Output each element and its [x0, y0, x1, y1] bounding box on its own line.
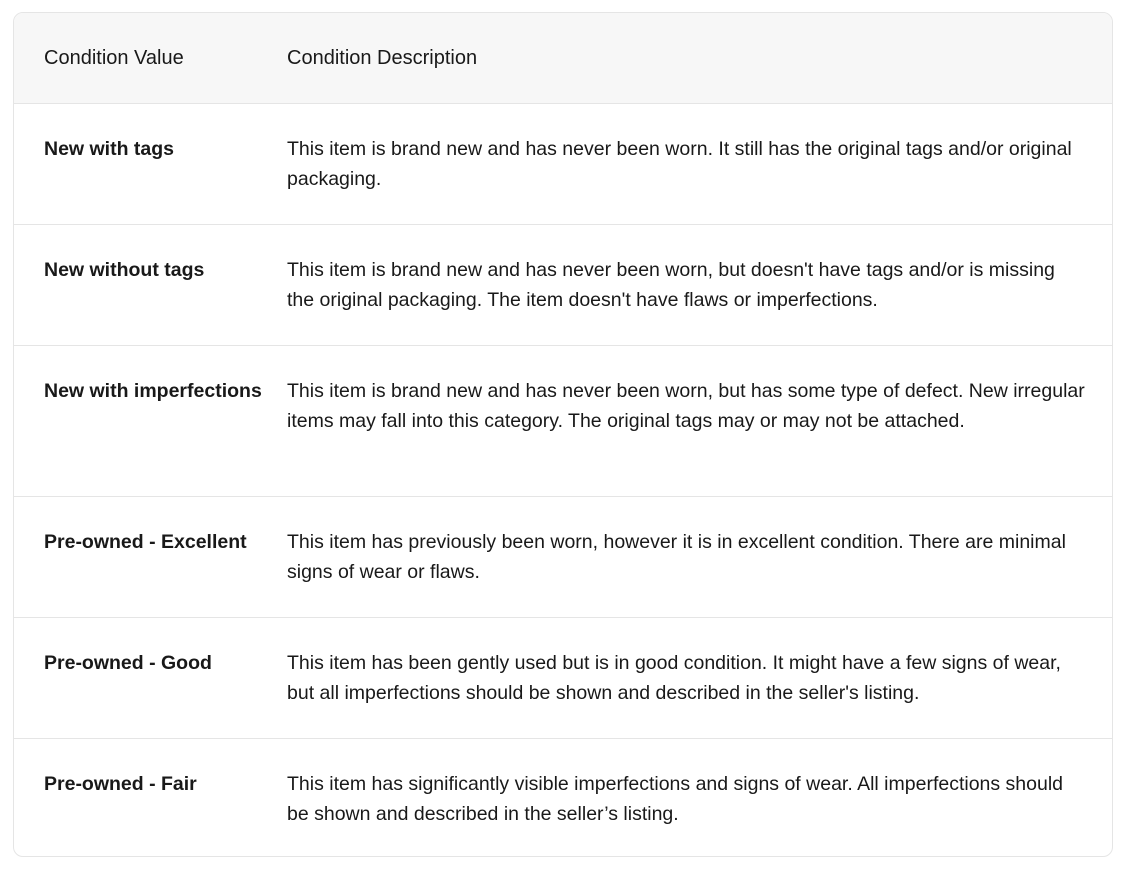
condition-description-cell: This item is brand new and has never been worn. It still has the original tags and/or original packaging.: [287, 138, 1072, 190]
condition-description-cell: This item is brand new and has never been worn, but doesn't have tags and/or is missing the original packaging. The item doesn't have flaws or imperfections.: [287, 259, 1055, 311]
condition-description-cell: This item has been gently used but is in good condition. It might have a few signs of wear, but all imperfections should be shown and described in the seller's listing.: [287, 652, 1061, 704]
table-row: [14, 617, 1112, 738]
condition-value-cell: New without tags: [44, 259, 205, 281]
condition-value-cell: Pre-owned - Excellent: [44, 531, 247, 553]
condition-value-cell: New with imperfections: [44, 380, 262, 402]
table-header-row: [14, 13, 1112, 103]
table-row: [14, 103, 1112, 224]
table-row: [14, 345, 1112, 496]
table-row: [14, 224, 1112, 345]
condition-value-cell: Pre-owned - Fair: [44, 773, 197, 795]
condition-value-cell: Pre-owned - Good: [44, 652, 212, 674]
condition-description-cell: This item has previously been worn, however it is in excellent condition. There are minimal signs of wear or flaws.: [287, 531, 1066, 583]
condition-description-cell: This item has significantly visible imperfections and signs of wear. All imperfections should be shown and described in the seller’s listing.: [287, 773, 1064, 825]
condition-description-cell: This item is brand new and has never been worn, but has some type of defect. New irregular items may fall into this category. The original tags may or may not be attached.: [287, 380, 1085, 432]
condition-table: [13, 12, 1113, 857]
header-condition-description: Condition Description: [287, 47, 478, 69]
header-condition-value: Condition Value: [44, 47, 184, 69]
table-row: [14, 738, 1112, 857]
table-row: [14, 496, 1112, 617]
condition-value-cell: New with tags: [44, 138, 175, 160]
